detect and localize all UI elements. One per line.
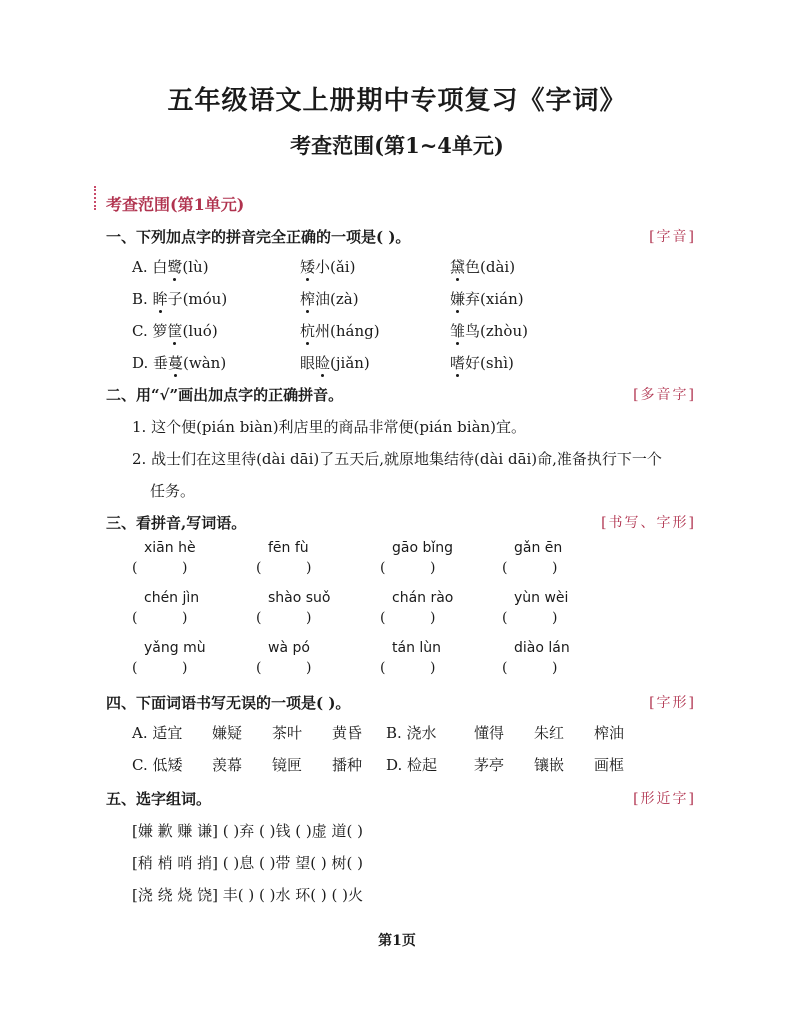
word-option: 播种 <box>332 756 363 774</box>
word-option: 画框 <box>594 756 625 774</box>
answer-blank[interactable]: ( ) <box>502 610 558 626</box>
word-option: 榨油 <box>594 724 625 742</box>
answer-blank[interactable]: ( ) <box>502 660 558 676</box>
dotted-character: 雏 <box>450 322 466 340</box>
dotted-character: 鹭 <box>167 258 183 276</box>
dotted-character: 睑 <box>315 354 331 372</box>
word-option: 茅亭 <box>474 756 505 774</box>
question-5-row: [嫌 歉 赚 谦] ( )弃 ( )钱 ( )虚 道( ) <box>132 822 363 840</box>
word-option: 镶嵌 <box>534 756 565 774</box>
word-option: 朱红 <box>534 724 565 742</box>
dotted-character: 黛 <box>450 258 466 276</box>
answer-blank[interactable]: ( ) <box>502 560 558 576</box>
option-item <box>132 352 226 373</box>
option-text: (jiǎn) <box>330 354 370 372</box>
pinyin-prompt: fēn fù <box>268 540 309 556</box>
pinyin-prompt: tán lùn <box>392 640 442 656</box>
dotted-character: 嫌 <box>450 290 466 308</box>
word-option: A. 适宜 <box>132 724 183 742</box>
option-text: 子(móu) <box>167 290 228 308</box>
option-item <box>300 320 380 341</box>
question-4-stem: 四、下面词语书写无误的一项是( )。 <box>106 694 351 712</box>
question-2-stem: 二、用“√”画出加点字的正确拼音。 <box>106 386 344 404</box>
page-subtitle: 考查范围(第1~4单元) <box>290 133 504 158</box>
option-text: (lù) <box>182 258 209 276</box>
pinyin-prompt: shào suǒ <box>268 590 331 606</box>
option-text: 眼 <box>300 354 316 372</box>
word-option: 嫌疑 <box>212 724 243 742</box>
answer-blank[interactable]: ( ) <box>256 560 312 576</box>
answer-blank[interactable]: ( ) <box>132 660 188 676</box>
dotted-character: 嗜 <box>450 354 466 372</box>
option-text: B. <box>132 290 153 308</box>
option-text: C. 箩 <box>132 322 168 340</box>
word-option: 黄昏 <box>332 724 363 742</box>
option-item <box>450 256 515 277</box>
pinyin-prompt: chén jìn <box>144 590 200 606</box>
dotted-character: 榨 <box>300 290 316 308</box>
answer-blank[interactable]: ( ) <box>132 610 188 626</box>
word-option: 茶叶 <box>272 724 303 742</box>
option-text: (wàn) <box>183 354 227 372</box>
question-5-stem: 五、选字组词。 <box>106 790 212 808</box>
question-1-stem: 一、下列加点字的拼音完全正确的一项是( )。 <box>106 228 411 246</box>
pinyin-prompt: yǎng mù <box>144 640 206 656</box>
question-1-tag: [字音] <box>649 229 696 245</box>
dotted-character: 眸 <box>152 290 168 308</box>
option-text: A. 白 <box>132 258 168 276</box>
answer-blank[interactable]: ( ) <box>380 660 436 676</box>
pinyin-prompt: gǎn ēn <box>514 540 563 556</box>
pinyin-prompt: gāo bǐng <box>392 540 454 556</box>
option-text: 鸟(zhòu) <box>465 322 528 340</box>
word-option: 懂得 <box>474 724 505 742</box>
answer-blank[interactable]: ( ) <box>132 560 188 576</box>
question-5-tag: [形近字] <box>633 791 696 807</box>
answer-blank[interactable]: ( ) <box>380 610 436 626</box>
answer-blank[interactable]: ( ) <box>256 660 312 676</box>
dotted-character: 杭 <box>300 322 316 340</box>
question-3-tag: [书写、字形] <box>601 515 696 531</box>
question-5-row: [浇 绕 烧 饶] 丰( ) ( )水 环( ) ( )火 <box>132 886 363 904</box>
dotted-character: 矮 <box>300 258 316 276</box>
question-4-tag: [字形] <box>649 695 696 711</box>
word-option: C. 低矮 <box>132 756 183 774</box>
option-item <box>132 256 209 277</box>
option-text: (luó) <box>182 322 218 340</box>
pinyin-prompt: wà pó <box>268 640 310 656</box>
option-item <box>300 352 370 373</box>
page-number: 第1页 <box>378 933 416 949</box>
option-text: 小(ǎi) <box>315 258 356 276</box>
question-5-row: [稍 梢 哨 捎] ( )息 ( )带 望( ) 树( ) <box>132 854 363 872</box>
page-title: 五年级语文上册期中专项复习《字词》 <box>167 86 627 116</box>
section-scope: 考查范围(第1单元) <box>106 195 245 214</box>
option-item <box>132 320 218 341</box>
word-option: B. 浇水 <box>386 724 437 742</box>
option-text: 油(zà) <box>315 290 359 308</box>
pinyin-prompt: yùn wèi <box>514 590 569 606</box>
dotted-character: 蔓 <box>168 354 184 372</box>
option-item <box>300 288 359 309</box>
word-option: 羡幕 <box>212 756 243 774</box>
question-2-tag: [多音字] <box>633 387 696 403</box>
section-marker <box>94 186 96 210</box>
option-item <box>132 288 227 309</box>
answer-blank[interactable]: ( ) <box>256 610 312 626</box>
question-2-line-3: 任务。 <box>150 482 196 500</box>
word-option: 镜匣 <box>272 756 303 774</box>
option-text: 色(dài) <box>465 258 516 276</box>
dotted-character: 筐 <box>167 322 183 340</box>
option-item <box>450 352 514 373</box>
option-item <box>450 320 528 341</box>
option-text: 弃(xián) <box>465 290 524 308</box>
option-text: 州(háng) <box>315 322 380 340</box>
pinyin-prompt: xiān hè <box>144 540 196 556</box>
option-item <box>450 288 524 309</box>
pinyin-prompt: diào lán <box>514 640 570 656</box>
answer-blank[interactable]: ( ) <box>380 560 436 576</box>
question-2-line-1: 1. 这个便(pián biàn)利店里的商品非常便(pián biàn)宜。 <box>132 418 527 436</box>
option-text: D. 垂 <box>132 354 169 372</box>
question-3-stem: 三、看拼音,写词语。 <box>106 514 247 532</box>
pinyin-prompt: chán rào <box>392 590 454 606</box>
word-option: D. 检起 <box>386 756 438 774</box>
option-text: 好(shì) <box>465 354 514 372</box>
option-item <box>300 256 355 277</box>
question-2-line-2: 2. 战士们在这里待(dài dāi)了五天后,就原地集结待(dài dāi)命,准备执行下一个 <box>132 450 662 468</box>
